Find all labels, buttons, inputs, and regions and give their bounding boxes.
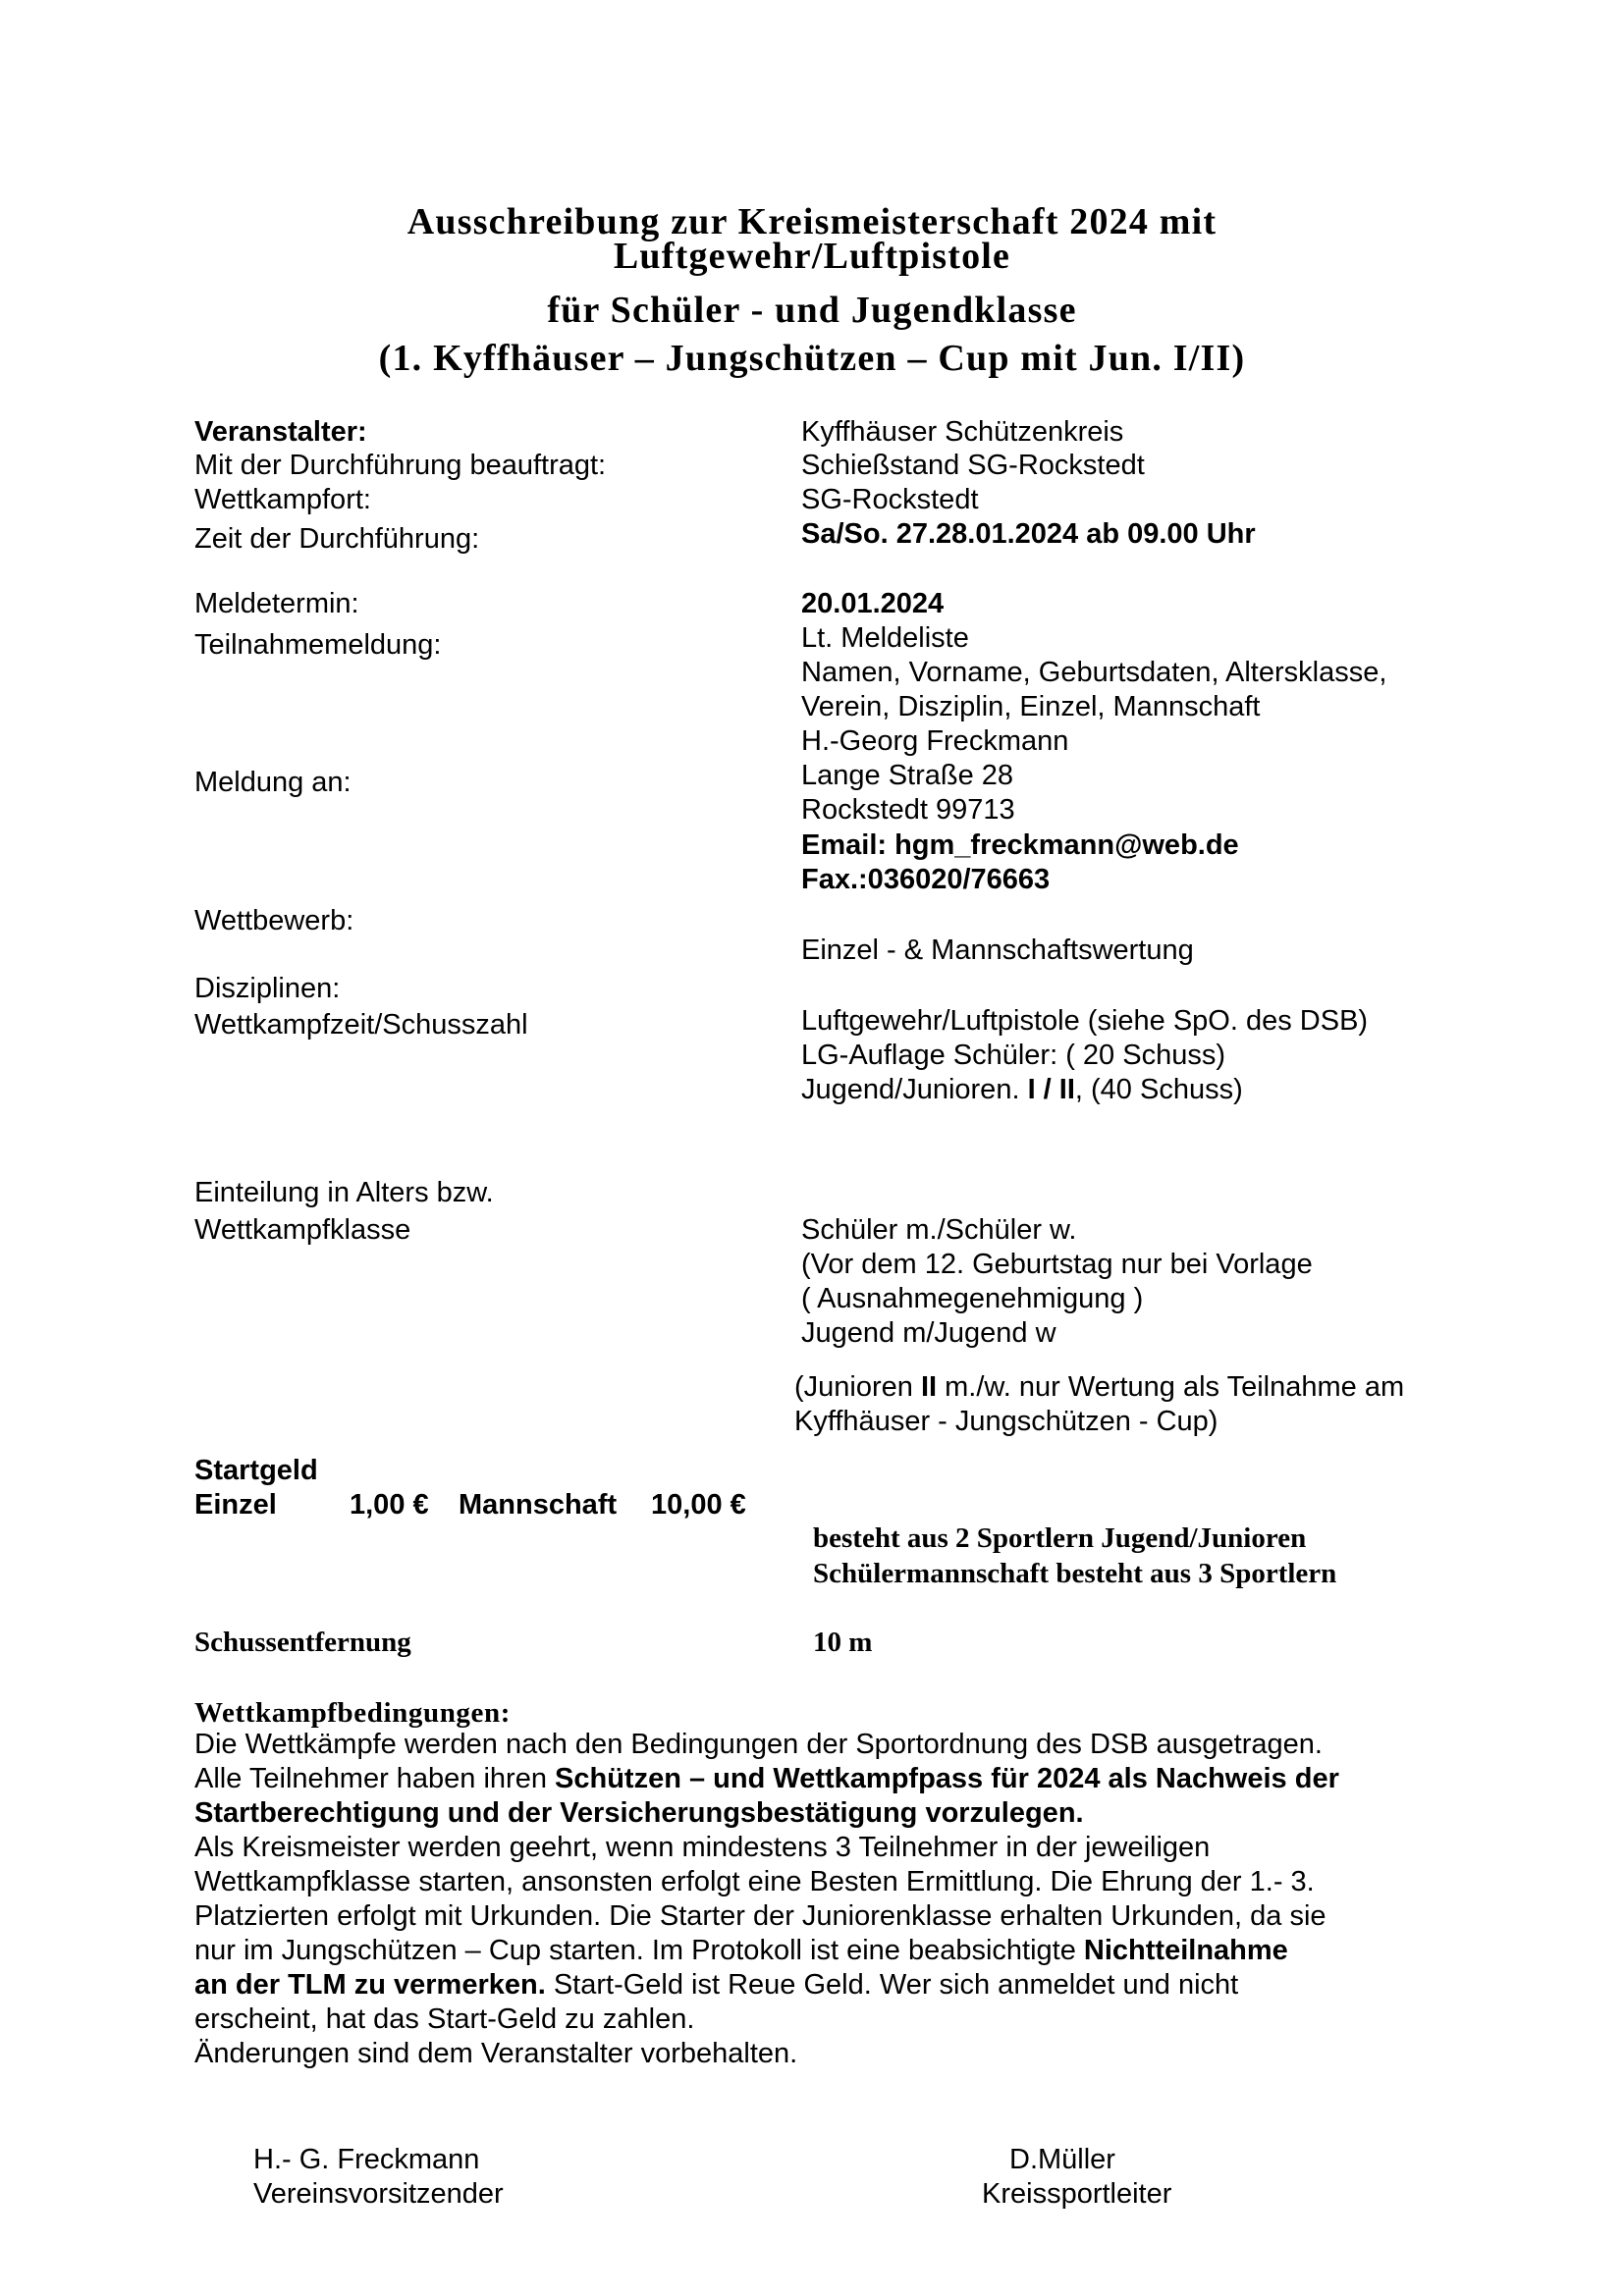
bedingungen-line-6: Platzierten erfolgt mit Urkunden. Die Starter der Juniorenklasse erhalten Urkunden, da sie: [194, 1900, 1326, 1932]
bedingungen-line-8-bold: an der TLM zu vermerken.: [194, 1969, 546, 2001]
disziplinen-line-3-pre: Jugend/Junioren.: [801, 1074, 1028, 1105]
signature-right-role: Kreissportleiter: [982, 2178, 1172, 2210]
schussentfernung-value: 10 m: [813, 1627, 873, 1658]
beauftragt-label: Mit der Durchführung beauftragt:: [194, 450, 607, 481]
disziplinen-line-1: Luftgewehr/Luftpistole (siehe SpO. des DSB): [801, 1005, 1369, 1037]
bedingungen-line-9: erscheint, hat das Start-Geld zu zahlen.: [194, 2003, 695, 2035]
mannschaft-value: 10,00 €: [651, 1489, 746, 1521]
schussentfernung-label: Schussentfernung: [194, 1627, 411, 1658]
bedingungen-line-7-pre: nur im Jungschützen – Cup starten. Im Protokoll ist eine beabsichtigte: [194, 1935, 1084, 1966]
junioren-line-1-pre: (Junioren: [794, 1371, 921, 1403]
meldetermin-value: 20.01.2024: [801, 588, 945, 619]
bedingungen-line-2: [194, 1762, 1339, 1796]
junioren-line-2: Kyffhäuser - Jungschützen - Cup): [794, 1406, 1218, 1437]
mannschaft-note-1: besteht aus 2 Sportlern Jugend/Junioren: [813, 1522, 1307, 1554]
meldung-fax: Fax.:036020/76663: [801, 864, 1051, 895]
meldetermin-label: Meldetermin:: [194, 588, 359, 619]
zeit-label: Zeit der Durchführung:: [194, 523, 480, 555]
bedingungen-line-1: Die Wettkämpfe werden nach den Bedingungen der Sportordnung des DSB ausgetragen.: [194, 1729, 1323, 1760]
junioren-line-1: [794, 1370, 1404, 1405]
disziplinen-line-3-post: , (40 Schuss): [1074, 1074, 1243, 1105]
meldung-name: H.-Georg Freckmann: [801, 725, 1069, 757]
bedingungen-line-8-post: Start-Geld ist Reue Geld. Wer sich anmeldet und nicht: [545, 1969, 1239, 2001]
einzel-label: Einzel: [194, 1489, 277, 1521]
junioren-line-1-post: m./w. nur Wertung als Teilnahme am: [937, 1371, 1405, 1403]
bedingungen-line-7: [194, 1934, 1288, 1968]
disziplinen-label: Disziplinen:: [194, 973, 341, 1004]
meldung-label: Meldung an:: [194, 767, 352, 798]
teilnahmemeldung-line-3: Verein, Disziplin, Einzel, Mannschaft: [801, 691, 1261, 722]
veranstalter-value: Kyffhäuser Schützenkreis: [801, 416, 1124, 448]
bedingungen-line-4: Als Kreismeister werden geehrt, wenn mindestens 3 Teilnehmer in der jeweiligen: [194, 1832, 1211, 1863]
einzel-value: 1,00 €: [350, 1489, 429, 1521]
startgeld-label: Startgeld: [194, 1455, 318, 1486]
wettbewerb-value: Einzel - & Mannschaftswertung: [801, 934, 1194, 966]
mannschaft-label: Mannschaft: [459, 1489, 618, 1521]
schusszahl-label: Wettkampfzeit/Schusszahl: [194, 1009, 528, 1041]
signature-right-name: D.Müller: [1009, 2144, 1115, 2175]
title-line-4: (1. Kyffhäuser – Jungschützen – Cup mit Jun. I/II): [378, 338, 1246, 379]
meldung-email[interactable]: Email: hgm_freckmann@web.de: [801, 829, 1239, 861]
bedingungen-line-3: Startberechtigung und der Versicherungsbestätigung vorzulegen.: [194, 1797, 1084, 1829]
zeit-value: Sa/So. 27.28.01.2024 ab 09.00 Uhr: [801, 518, 1256, 550]
teilnahmemeldung-line-1: Lt. Meldeliste: [801, 622, 969, 654]
disziplinen-line-3-bold: I / II: [1027, 1074, 1075, 1105]
beauftragt-value: Schießstand SG-Rockstedt: [801, 450, 1145, 481]
wettkampfort-value: SG-Rockstedt: [801, 484, 979, 515]
teilnahmemeldung-line-2: Namen, Vorname, Geburtsdaten, Altersklasse,: [801, 657, 1387, 688]
klasse-line-1: Schüler m./Schüler w.: [801, 1214, 1077, 1246]
meldung-city: Rockstedt 99713: [801, 794, 1015, 826]
klasse-line-4: Jugend m/Jugend w: [801, 1317, 1056, 1349]
title-line-1: Ausschreibung zur Kreismeisterschaft 2024 mit: [406, 201, 1218, 242]
einteilung-label-2: Wettkampfklasse: [194, 1214, 411, 1246]
einteilung-label-1: Einteilung in Alters bzw.: [194, 1177, 494, 1208]
signature-left-name: H.- G. Freckmann: [253, 2144, 480, 2175]
meldung-street: Lange Straße 28: [801, 760, 1014, 791]
disziplinen-line-2: LG-Auflage Schüler: ( 20 Schuss): [801, 1040, 1225, 1071]
bedingungen-line-8: [194, 1968, 1238, 2002]
mannschaft-note-2: Schülermannschaft besteht aus 3 Sportlern: [813, 1558, 1337, 1589]
disziplinen-line-3: [801, 1073, 1243, 1107]
wettkampfort-label: Wettkampfort:: [194, 484, 371, 515]
veranstalter-label: Veranstalter:: [194, 416, 367, 448]
title-line-2: Luftgewehr/Luftpistole: [613, 236, 1011, 277]
bedingungen-line-10: Änderungen sind dem Veranstalter vorbehalten.: [194, 2038, 798, 2069]
bedingungen-line-5: Wettkampfklasse starten, ansonsten erfolgt eine Besten Ermittlung. Die Ehrung der 1.- 3.: [194, 1866, 1315, 1897]
title-line-3: für Schüler - und Jugendklasse: [547, 290, 1077, 331]
bedingungen-heading: Wettkampfbedingungen:: [194, 1697, 511, 1729]
klasse-line-3: ( Ausnahmegenehmigung ): [801, 1283, 1144, 1314]
bedingungen-line-7-bold: Nichtteilnahme: [1083, 1935, 1288, 1966]
teilnahmemeldung-label: Teilnahmemeldung:: [194, 629, 442, 661]
signature-left-role: Vereinsvorsitzender: [253, 2178, 504, 2210]
bedingungen-line-2-pre: Alle Teilnehmer haben ihren: [194, 1763, 556, 1794]
wettbewerb-label: Wettbewerb:: [194, 905, 354, 936]
bedingungen-line-2-bold: Schützen – und Wettkampfpass für 2024 als Nachweis der: [555, 1763, 1339, 1794]
junioren-line-1-bold: II: [920, 1371, 938, 1403]
klasse-line-2: (Vor dem 12. Geburtstag nur bei Vorlage: [801, 1249, 1313, 1280]
